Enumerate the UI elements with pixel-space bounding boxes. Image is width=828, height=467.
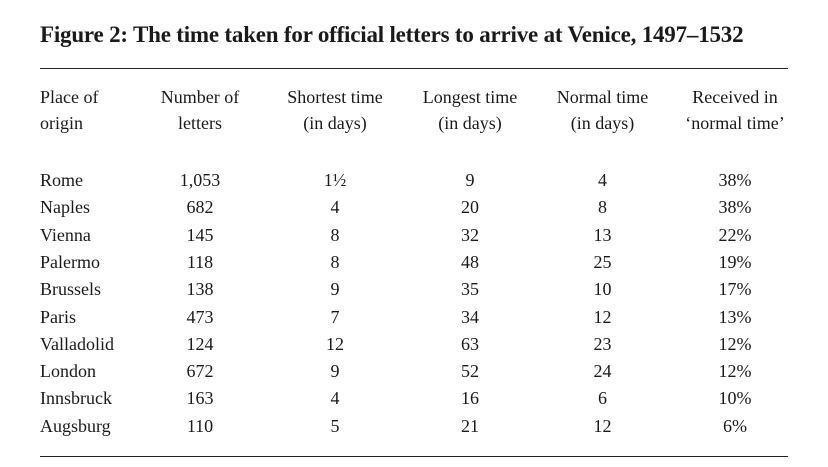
table-cell: 12% bbox=[718, 334, 752, 354]
table-cell: 672 bbox=[186, 361, 214, 381]
row-place-label: Paris bbox=[40, 307, 76, 327]
table-cell: 163 bbox=[186, 388, 214, 408]
top-rule bbox=[40, 68, 788, 69]
table-cell: 1,053 bbox=[179, 170, 221, 190]
table-cell: 13 bbox=[593, 225, 612, 245]
table-cell: 17% bbox=[718, 279, 752, 299]
row-place-label: Augsburg bbox=[40, 416, 111, 436]
row-place-label: Rome bbox=[40, 170, 83, 190]
table-cell: 13% bbox=[718, 307, 752, 327]
column-header-normal-time bbox=[545, 84, 660, 136]
table-cell: 473 bbox=[186, 307, 214, 327]
table-cell: 12 bbox=[326, 334, 344, 354]
table-cell: 21 bbox=[461, 416, 479, 436]
table-cell: 10% bbox=[718, 388, 752, 408]
table-cell: 110 bbox=[186, 416, 214, 436]
table-cell: 52 bbox=[461, 361, 479, 381]
table-cell: 16 bbox=[461, 388, 479, 408]
bottom-rule bbox=[40, 456, 788, 457]
table-cell: 22% bbox=[718, 225, 752, 245]
table-cell: 6 bbox=[598, 388, 607, 408]
table-cell: 38% bbox=[718, 170, 752, 190]
table-cell: 12 bbox=[593, 307, 612, 327]
column-header-longest-time bbox=[410, 84, 530, 136]
table-cell: 20 bbox=[461, 197, 479, 217]
row-place-label: Naples bbox=[40, 197, 90, 217]
row-place-label: Innsbruck bbox=[40, 388, 112, 408]
table-cell: 124 bbox=[186, 334, 214, 354]
table-cell: 34 bbox=[461, 307, 479, 327]
column-header-number-of-letters bbox=[140, 84, 260, 136]
column-header-line2: (in days) bbox=[570, 113, 635, 133]
table-cell: 12% bbox=[718, 361, 752, 381]
column-header-line1: Place of bbox=[40, 87, 99, 107]
table-cell: 682 bbox=[186, 197, 214, 217]
column-header-place-of-origin bbox=[40, 84, 98, 136]
table-cell: 38% bbox=[718, 197, 752, 217]
table-cell: 1½ bbox=[323, 170, 347, 190]
table-cell: 9 bbox=[330, 361, 340, 381]
table-cell: 5 bbox=[330, 416, 340, 436]
row-place-label: Brussels bbox=[40, 279, 102, 299]
column-header-line1: Shortest time bbox=[287, 87, 383, 107]
column-header-line1: Number of bbox=[160, 87, 240, 107]
table-cell: 138 bbox=[186, 279, 214, 299]
column-header-line2: letters bbox=[178, 113, 222, 133]
table-cell: 145 bbox=[186, 225, 214, 245]
table-cell: 8 bbox=[330, 252, 340, 272]
table-cell: 25 bbox=[593, 252, 612, 272]
row-place-label: London bbox=[40, 361, 96, 381]
table-cell: 10 bbox=[593, 279, 612, 299]
column-header-line2: (in days) bbox=[303, 113, 367, 133]
column-header-line1: Normal time bbox=[556, 87, 649, 107]
figure-title: Figure 2: The time taken for official letters to arrive at Venice, 1497–1532 bbox=[40, 22, 744, 47]
row-place-label: Vienna bbox=[40, 225, 91, 245]
table-cell: 4 bbox=[598, 170, 607, 190]
table-cell: 8 bbox=[598, 197, 607, 217]
row-place-label: Valladolid bbox=[40, 334, 114, 354]
column-header-line1: Received in bbox=[692, 87, 778, 107]
table-cell: 118 bbox=[186, 252, 214, 272]
table-cell: 35 bbox=[461, 279, 479, 299]
table-cell: 9 bbox=[330, 279, 340, 299]
table-cell: 6% bbox=[723, 416, 747, 436]
table-cell: 4 bbox=[330, 388, 340, 408]
table-cell: 48 bbox=[461, 252, 479, 272]
table-cell: 19% bbox=[718, 252, 752, 272]
table-cell: 23 bbox=[593, 334, 612, 354]
table-cell: 12 bbox=[593, 416, 612, 436]
table-cell: 9 bbox=[465, 170, 475, 190]
table-cell: 8 bbox=[330, 225, 340, 245]
table-cell: 32 bbox=[461, 225, 479, 245]
column-header-line1: Longest time bbox=[422, 87, 518, 107]
row-place-label: Palermo bbox=[40, 252, 100, 272]
column-header-line2: (in days) bbox=[438, 113, 502, 133]
column-header-shortest-time bbox=[275, 84, 395, 136]
table-cell: 7 bbox=[330, 307, 340, 327]
column-header-line2: origin bbox=[40, 113, 83, 133]
table-cell: 4 bbox=[330, 197, 340, 217]
table-cell: 63 bbox=[461, 334, 479, 354]
column-header-line2: ‘normal time’ bbox=[685, 113, 785, 133]
table-cell: 24 bbox=[593, 361, 612, 381]
column-header-received-in-normal-time bbox=[675, 84, 795, 136]
